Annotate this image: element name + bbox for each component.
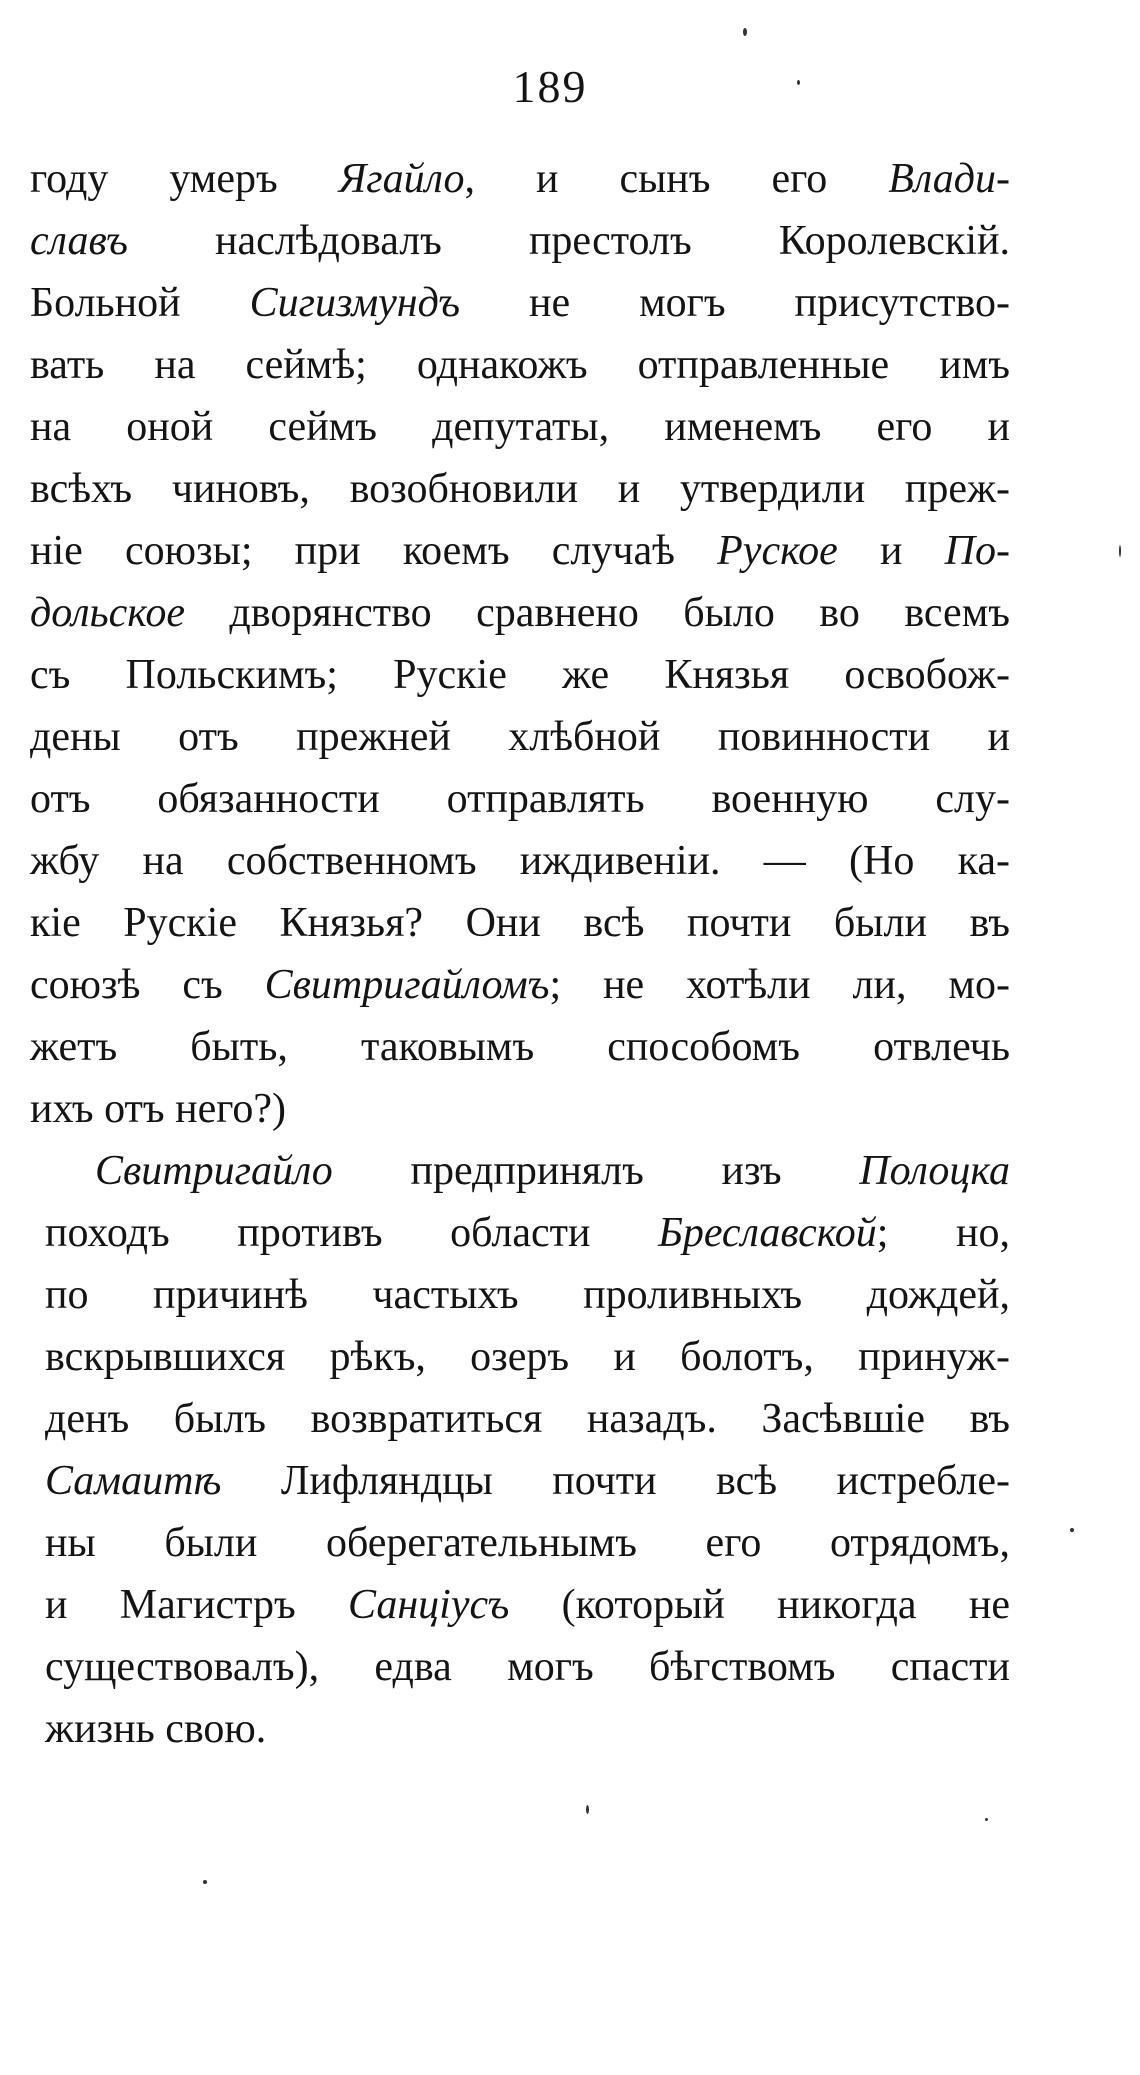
text-run: отъ обязанности отправлять военную слу- — [30, 776, 1010, 822]
text-run: союзѣ съ — [30, 962, 265, 1008]
text-run: съ Польскимъ; Рускіе же Князья освобож- — [30, 652, 1010, 698]
text-line — [30, 406, 1010, 448]
text-run: жизнь свою. — [45, 1706, 267, 1752]
text-line — [45, 1460, 1010, 1502]
italic-name: Свитригайло — [95, 1148, 333, 1194]
italic-name: Свитригайломъ — [264, 962, 550, 1008]
text-line — [30, 220, 1010, 262]
text-line — [30, 840, 1010, 882]
italic-name: Санціусъ — [348, 1582, 510, 1628]
italic-name: По- — [944, 528, 1010, 574]
text-run: ; но, — [876, 1210, 1010, 1256]
scan-speck — [586, 1805, 589, 1814]
text-run: году умеръ — [30, 156, 339, 202]
text-run: (который никогда не — [509, 1582, 1010, 1628]
scan-speck — [985, 1818, 988, 1821]
text-run: вать на сеймѣ; однакожъ отправленные имъ — [30, 342, 1010, 388]
italic-name: Ягайло — [338, 156, 465, 202]
italic-name: Руское — [717, 528, 838, 574]
italic-name: Бреславской — [658, 1210, 877, 1256]
text-run: жбу на собственномъ иждивеніи. — (Но ка- — [30, 838, 1010, 884]
text-line — [45, 1274, 1010, 1316]
text-line — [30, 344, 1010, 386]
text-line — [30, 530, 1010, 572]
italic-name: дольское — [30, 590, 185, 636]
text-line — [45, 1212, 1010, 1254]
text-run: и Магистръ — [45, 1582, 349, 1628]
text-line — [45, 1522, 1010, 1564]
scan-speck — [203, 1880, 207, 1884]
text-run: жетъ быть, таковымъ способомъ отвлечь — [30, 1024, 1010, 1070]
text-run: походъ противъ области — [45, 1210, 659, 1256]
scan-speck — [1070, 1528, 1074, 1532]
text-line — [30, 468, 1010, 510]
text-line — [30, 282, 1010, 324]
text-run: не могъ присутство- — [460, 280, 1010, 326]
text-line — [30, 1088, 1010, 1130]
text-run: всѣхъ чиновъ, возобновили и утвердили преж- — [30, 466, 1010, 512]
text-run: наслѣдовалъ престолъ Королевскій. — [127, 218, 1010, 264]
text-run: ніе союзы; при коемъ случаѣ — [30, 528, 718, 574]
text-run: предпринялъ изъ — [332, 1148, 860, 1194]
text-line — [45, 1708, 1010, 1750]
text-run: дены отъ прежней хлѣбной повинности и — [30, 714, 1010, 760]
italic-name: Влади- — [888, 156, 1010, 202]
text-run: кіе Рускіе Князья? Они всѣ почти были въ — [30, 900, 1010, 946]
italic-name: славъ — [30, 218, 128, 264]
text-line — [30, 1026, 1010, 1068]
text-line — [30, 592, 1010, 634]
text-run: по причинѣ частыхъ проливныхъ дождей, — [45, 1272, 1010, 1318]
text-run: дворянство сравнено было во всемъ — [184, 590, 1010, 636]
italic-name: Полоцка — [859, 1148, 1010, 1194]
text-line — [45, 1398, 1010, 1440]
text-line — [45, 1646, 1010, 1688]
text-line — [95, 1150, 1010, 1192]
italic-name: Самаитѣ — [45, 1458, 222, 1504]
text-line — [30, 964, 1010, 1006]
text-line — [30, 654, 1010, 696]
italic-name: Сигизмундъ — [249, 280, 461, 326]
text-run: и — [837, 528, 945, 574]
text-run: вскрывшихся рѣкъ, озеръ и болотъ, принуж- — [45, 1334, 1010, 1380]
scan-speck — [797, 80, 800, 85]
text-line — [30, 778, 1010, 820]
scan-speck — [743, 28, 747, 36]
page-number: 189 — [512, 61, 588, 112]
text-run: , и сынъ его — [464, 156, 889, 202]
scan-speck — [1119, 545, 1121, 557]
text-run: Лифляндцы почти всѣ истребле- — [221, 1458, 1010, 1504]
text-line — [45, 1336, 1010, 1378]
text-line — [30, 158, 1010, 200]
text-run: ихъ отъ него?) — [30, 1086, 287, 1132]
text-run: ; не хотѣли ли, мо- — [549, 962, 1010, 1008]
text-run: Больной — [30, 280, 250, 326]
text-run: на оной сеймъ депутаты, именемъ его и — [30, 404, 1010, 450]
text-run: ны были оберегательнымъ его отрядомъ, — [45, 1520, 1010, 1566]
text-line — [45, 1584, 1010, 1626]
text-line — [30, 902, 1010, 944]
text-run: существовалъ), едва могъ бѣгствомъ спасти — [45, 1644, 1010, 1690]
text-run: денъ былъ возвратиться назадъ. Засѣвшіе въ — [45, 1396, 1010, 1442]
text-line — [30, 716, 1010, 758]
